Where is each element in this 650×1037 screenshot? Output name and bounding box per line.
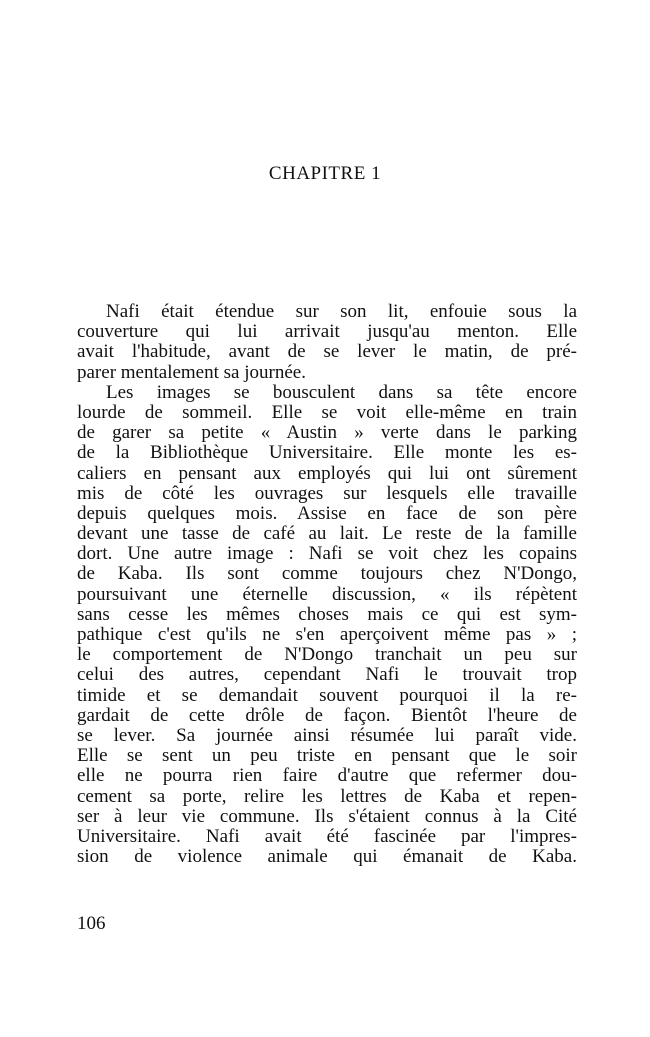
text-line: le comportement de N'Dongo tranchait un peu sur — [77, 644, 577, 666]
text-line: ser à leur vie commune. Ils s'étaient connus à la Cité — [77, 805, 577, 827]
text-line: de Kaba. Ils sont comme toujours chez N'Dongo, — [77, 563, 577, 585]
text-line: cement sa porte, relire les lettres de Kaba et repen- — [77, 785, 577, 807]
text-line: lourde de sommeil. Elle se voit elle-même en train — [77, 401, 577, 423]
text-line: de la Bibliothèque Universitaire. Elle monte les es- — [77, 442, 577, 464]
text-line: devant une tasse de café au lait. Le reste de la famille — [77, 523, 577, 545]
text-line: timide et se demandait souvent pourquoi il la re- — [77, 684, 577, 706]
text-line: celui des autres, cependant Nafi le trouvait trop — [77, 664, 577, 686]
chapter-title: CHAPITRE 1 — [268, 163, 382, 184]
text-line: Universitaire. Nafi avait été fascinée par l'impres- — [77, 825, 577, 847]
text-line: poursuivant une éternelle discussion, « ils répètent — [77, 583, 577, 605]
text-line: sans cesse les mêmes choses mais ce qui est sym- — [77, 603, 577, 625]
text-line: elle ne pourra rien faire d'autre que refermer dou- — [77, 765, 577, 787]
text-line: caliers en pensant aux employés qui lui ont sûrement — [77, 462, 577, 484]
text-line: Elle se sent un peu triste en pensant que le soir — [77, 745, 577, 767]
text-line: Nafi était étendue sur son lit, enfouie sous la — [106, 301, 577, 322]
text-line: avait l'habitude, avant de se lever le matin, de pré- — [77, 341, 577, 363]
text-line: sion de violence animale qui émanait de Kaba. — [77, 846, 577, 868]
text-line: Les images se bousculent dans sa tête encore — [106, 381, 577, 403]
text-line: mis de côté les ouvrages sur lesquels elle travaille — [77, 482, 577, 504]
body-text — [77, 302, 577, 867]
page-number: 106 — [77, 913, 106, 934]
text-line: couverture qui lui arrivait jusqu'au menton. Elle — [77, 321, 577, 343]
text-line: de garer sa petite « Austin » verte dans le parking — [77, 422, 577, 444]
text-line: parer mentalement sa journée. — [77, 361, 306, 383]
text-line: depuis quelques mois. Assise en face de son père — [77, 502, 577, 524]
text-line: se lever. Sa journée ainsi résumée lui paraît vide. — [77, 724, 577, 746]
text-line: pathique c'est qu'ils ne s'en aperçoivent même pas » ; — [77, 624, 577, 645]
text-line: gardait de cette drôle de façon. Bientôt l'heure de — [77, 704, 577, 726]
text-line: dort. Une autre image : Nafi se voit chez les copains — [77, 543, 577, 565]
